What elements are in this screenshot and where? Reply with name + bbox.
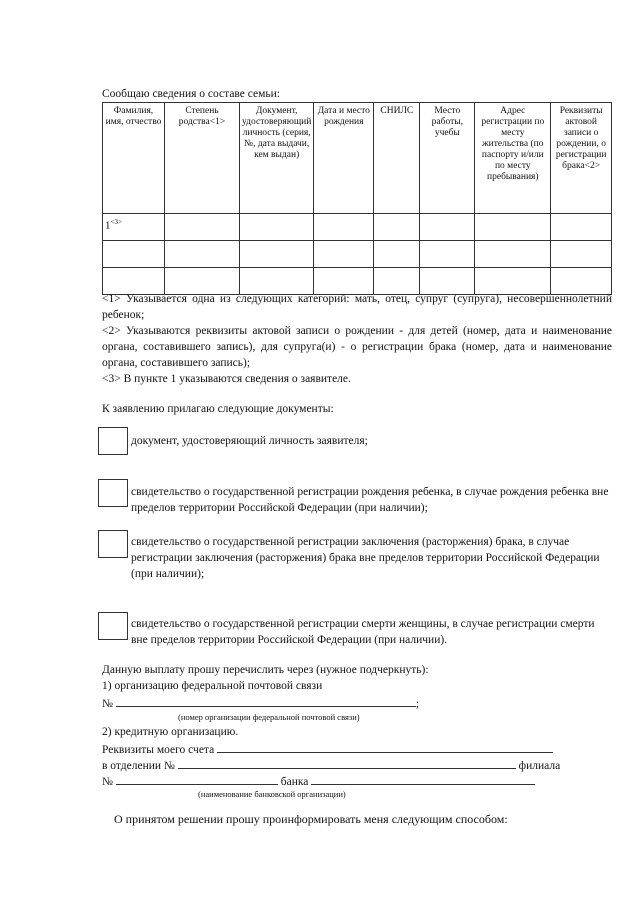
bank-hint: (наименование банковской организации) [198,789,346,799]
col-address: Адрес регистрации по месту жительства (по паспорту и/или по месту пребывания) [475,103,551,214]
col-snils: СНИЛС [374,103,420,214]
col-document: Документ, удостоверяющий личность (серия, №, дата выдачи, кем выдан) [240,103,314,214]
payment-option-post[interactable]: 1) организацию федеральной почтовой связи [102,680,323,692]
post-number-hint: (номер организации федеральной почтовой связи) [178,712,360,722]
cell[interactable] [314,241,374,268]
cell[interactable] [240,241,314,268]
filial-number-field[interactable] [116,774,278,785]
filial-number-label: № [102,776,113,788]
cell[interactable] [165,241,240,268]
doc-checkbox-1[interactable] [98,427,128,455]
docs-title: К заявлению прилагаю следующие документы: [102,403,334,415]
payment-option-bank[interactable]: 2) кредитную организацию. [102,726,239,738]
cell[interactable] [475,214,551,241]
table-row [103,214,612,241]
footnote-3: <3> В пункте 1 указываются сведения о заявителе. [102,373,351,385]
cell[interactable] [374,241,420,268]
doc-item-1: документ, удостоверяющий личность заявителя; [131,435,368,447]
account-label: Реквизиты моего счета [102,744,215,756]
bank-field[interactable] [311,774,535,785]
post-number-field[interactable] [116,696,416,707]
row-number: 1 [105,219,111,232]
cell[interactable] [420,241,475,268]
footnote-2: <2> Указываются реквизиты актовой записи о рождении - для детей (номер, дата и наименование органа, составившего запись), для супруга(и) - о регистрации брака (номер, дата и наименование органа, составившего запись); [102,325,612,369]
cell[interactable] [551,241,612,268]
cell[interactable] [475,241,551,268]
row-footnote: <3> [110,218,122,226]
doc-checkbox-2[interactable] [98,479,128,507]
doc-checkbox-3[interactable] [98,530,128,558]
table-row [103,241,612,268]
branch-label: в отделении № [102,760,175,772]
post-number-label: № [102,698,113,710]
family-intro: Сообщаю сведения о составе семьи: [102,88,280,100]
col-birth: Дата и место рождения [314,103,374,214]
filial-label: филиала [518,760,561,772]
branch-field[interactable] [178,758,516,769]
inform-text: О принятом решении прошу проинформировать меня следующим способом: [114,812,508,826]
col-name: Фамилия, имя, отчество [103,103,165,214]
cell[interactable] [374,214,420,241]
cell[interactable] [240,214,314,241]
doc-item-3: свидетельство о государственной регистрации заключения (расторжения) брака, в случае регистрации заключения (расторжения) брака вне пределов территории Российской Федерации (при наличии); [131,536,600,580]
col-records: Реквизиты актовой записи о рождении, о регистрации брака<2> [551,103,612,214]
account-field[interactable] [217,742,553,753]
cell[interactable] [165,214,240,241]
doc-checkbox-4[interactable] [98,612,128,640]
cell[interactable] [551,214,612,241]
col-relation: Степень родства<1> [165,103,240,214]
cell[interactable] [314,214,374,241]
family-table [102,102,612,295]
semicolon: ; [415,698,420,710]
doc-item-2: свидетельство о государственной регистрации рождения ребенка, в случае рождения ребенка вне пределов территории Российской Федерации (при наличии); [131,486,609,514]
cell[interactable] [103,241,165,268]
footnote-1: <1> Указывается одна из следующих категорий: мать, отец, супруг (супруга), несовершеннолетний ребенок; [102,293,612,321]
payment-title: Данную выплату прошу перечислить через (нужное подчеркнуть): [102,664,429,676]
doc-item-4: свидетельство о государственной регистрации смерти женщины, в случае регистрации смерти вне пределов территории Российской Федерации (при наличии). [131,618,595,646]
bank-label: банка [280,776,309,788]
cell[interactable] [420,214,475,241]
col-work: Место работы, учебы [420,103,475,214]
